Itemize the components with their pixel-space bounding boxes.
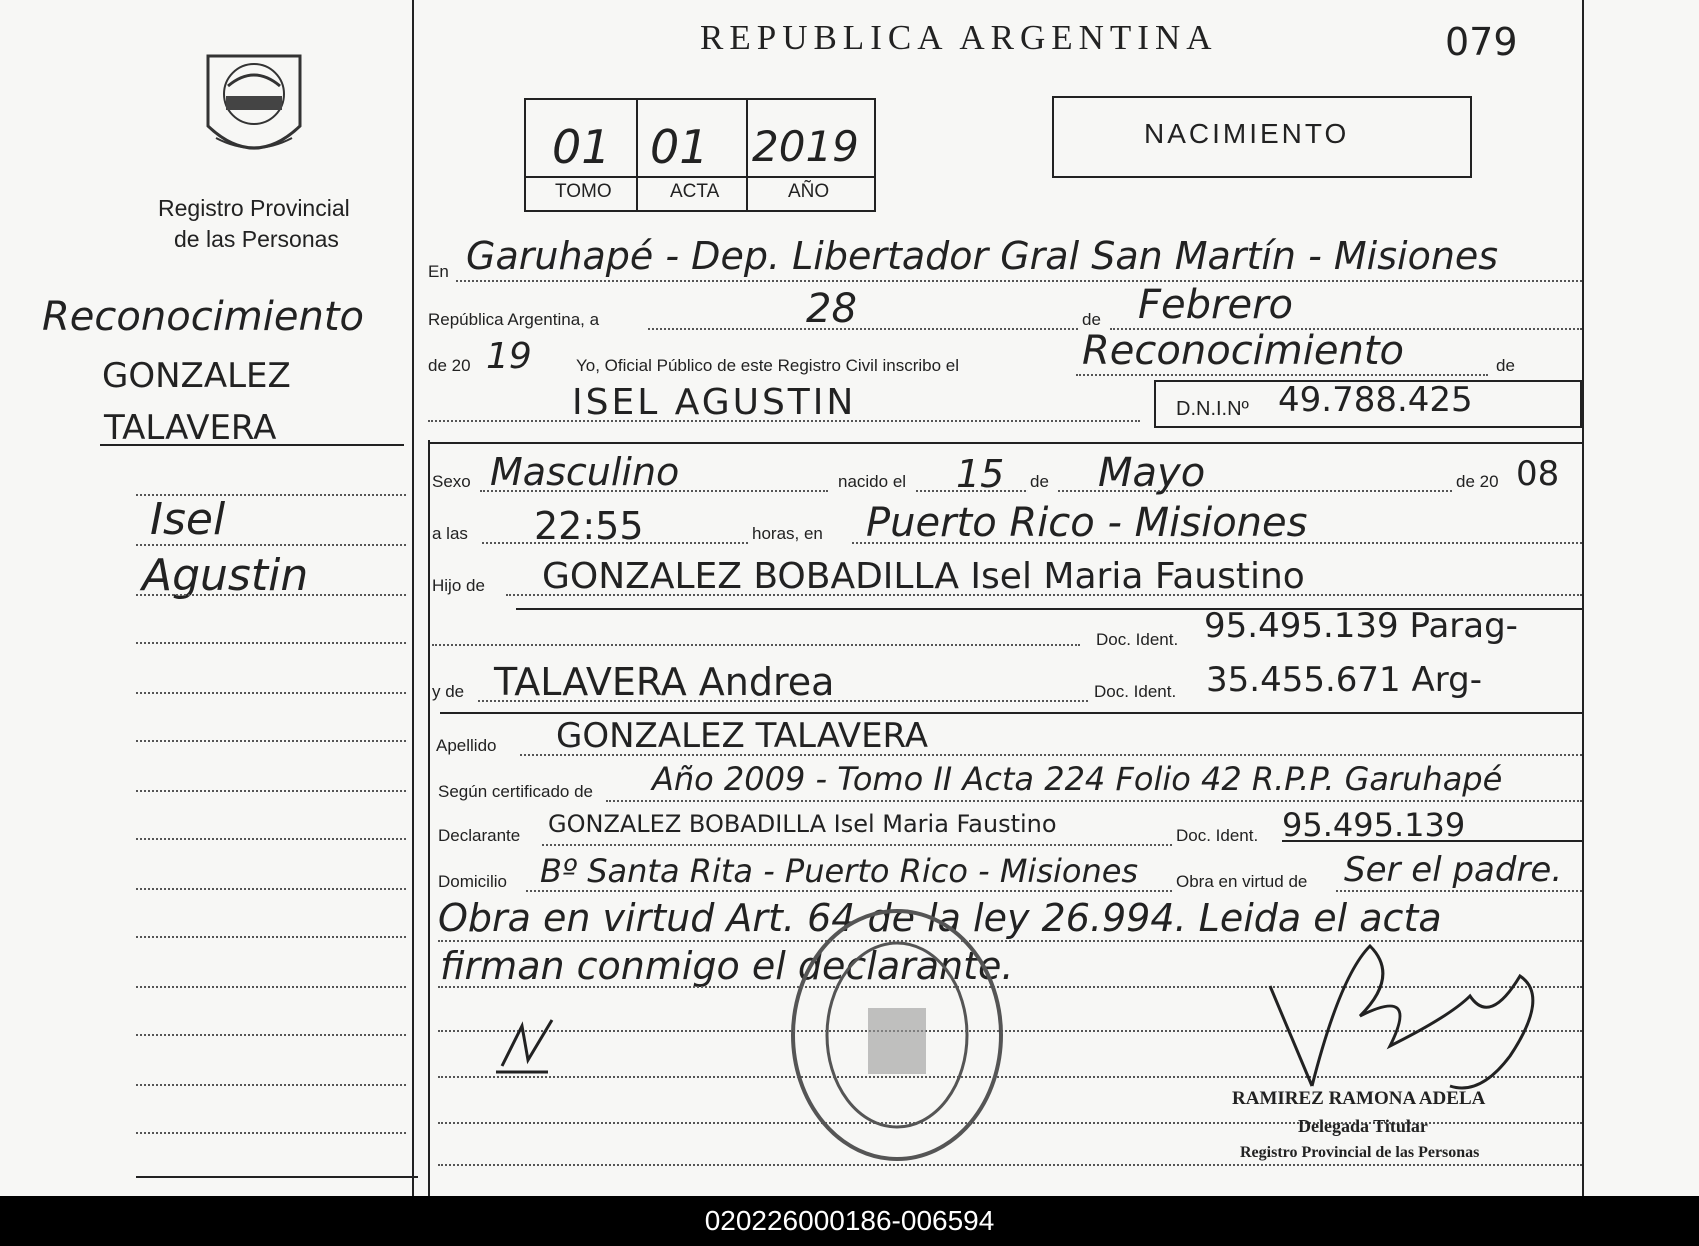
nac-dia-value: 15 [956,452,1005,496]
declarante-value: GONZALEZ BOBADILLA Isel Maria Faustino [548,810,1057,838]
declarant-signature-icon [492,1016,562,1076]
anio-label: AÑO [788,181,830,202]
declarante-doc-rule [1282,840,1582,842]
domicilio-value: Bº Santa Rita - Puerto Rico - Misiones [540,852,1139,890]
margin-name-line1: Isel [150,494,226,545]
label-padre-doc: Doc. Ident. [1096,630,1179,649]
label-nacido: nacido el [838,472,907,491]
right-border [1582,0,1584,1196]
madre-rule [440,712,1582,714]
margin-dotted-line [136,936,406,938]
margin-dotted-line [136,986,406,988]
madre-doc-value: 35.455.671 Arg- [1206,660,1482,700]
left-border [412,0,414,1196]
official-name: RAMIREZ RAMONA ADELA [1232,1088,1486,1109]
lugar-nac-value: Puerto Rico - Misiones [866,500,1308,546]
label-de-20: de 20 [428,356,471,375]
label-madre-doc: Doc. Ident. [1094,682,1177,701]
label-horas: horas, en [752,524,823,543]
padre-doc-left-line [432,644,1080,646]
margin-dotted-line [136,1084,406,1086]
margin-dotted-line [136,692,406,694]
official-office: Registro Provincial de las Personas [1240,1144,1480,1161]
margin-dotted-line [136,494,406,496]
label-de-acto: de [1496,356,1515,375]
label-declarante: Declarante [438,826,521,845]
nombre-value: ISEL AGUSTIN [572,382,857,423]
margin-dotted-line [136,1132,406,1134]
margin-note-line3: TALAVERA [104,408,277,448]
country-title: REPUBLICA ARGENTINA [700,18,1218,57]
document-id-footer: 020226000186-006594 [0,1196,1699,1246]
acto-value: Reconocimiento [1082,328,1404,374]
dia-value: 28 [806,286,857,332]
official-title: Delegada Titular [1298,1116,1428,1136]
padre-doc-value: 95.495.139 Parag- [1204,606,1518,646]
record-box-divider-1 [636,98,638,210]
margin-dotted-line [136,544,406,546]
acto-line [1076,374,1488,376]
declarante-doc-value: 95.495.139 [1282,806,1466,844]
margin-dotted-line [136,594,406,596]
certificado-line [606,800,1582,802]
margin-dotted-line [136,1034,406,1036]
label-oficial: Yo, Oficial Público de este Registro Civil inscribo el [576,356,959,375]
certificado-value: Año 2009 - Tomo II Acta 224 Folio 42 R.P.P. Garuhapé [652,760,1503,798]
margin-note-line1: Reconocimiento [42,294,364,340]
apellido-value: GONZALEZ TALAVERA [556,716,929,756]
section-rule [428,442,1582,444]
label-declarante-doc: Doc. Ident. [1176,826,1259,845]
tomo-value: 01 [552,120,611,174]
registry-name-line1: Registro Provincial [158,195,350,221]
margin-dotted-line [136,740,406,742]
nac-mes-value: Mayo [1098,450,1206,496]
acta-label: ACTA [670,181,720,202]
margin-note-line2: GONZALEZ [102,356,291,396]
label-en: En [428,262,449,281]
margin-note-rule [100,444,404,446]
registry-name-line2: de las Personas [174,226,339,252]
sexo-value: Masculino [490,450,680,494]
misiones-seal-icon [198,46,310,170]
label-obra: Obra en virtud de [1176,872,1308,891]
hora-value: 22:55 [534,504,644,548]
inner-left-border [428,440,430,1196]
nac-anio-value: 08 [1516,454,1560,494]
obra-line [1336,890,1582,892]
declarante-line [542,844,1172,846]
label-yde: y de [432,682,465,701]
lugar-line [456,280,1582,282]
blank-dotted-line [438,1164,1582,1166]
dni-value: 49.788.425 [1278,380,1473,420]
label-apellido: Apellido [436,736,497,755]
domicilio-line [526,890,1172,892]
label-de-nac-mes: de [1030,472,1049,491]
margin-name-line2: Agustin [142,550,309,601]
label-de-2008: de 20 [1456,472,1499,491]
dia-line [648,328,1078,330]
label-segun: Según certificado de [438,782,593,801]
margin-dotted-line [136,642,406,644]
page-number: 079 [1445,20,1518,64]
margin-dotted-line [136,790,406,792]
margin-dotted-line [136,838,406,840]
anio-value: 2019 [752,122,859,171]
label-hijo: Hijo de [432,576,485,595]
obra-value: Ser el padre. [1344,850,1563,890]
document-type-label: NACIMIENTO [1144,118,1350,149]
tomo-label: TOMO [555,181,612,202]
label-domicilio: Domicilio [438,872,507,891]
label-sexo: Sexo [432,472,471,491]
label-dni: D.N.I.Nº [1176,398,1249,420]
official-stamp-icon [786,904,1008,1166]
nota-line2: firman conmigo el declarante. [440,944,1014,988]
label-alas: a las [432,524,468,543]
record-box-label-rule [524,176,874,178]
nota-line1: Obra en virtud Art. 64 de la ley 26.994. Leida el acta [438,896,1442,940]
madre-value: TALAVERA Andrea [494,660,835,704]
acta-value: 01 [650,120,709,174]
padre-value: GONZALEZ BOBADILLA Isel Maria Faustino [542,556,1305,597]
label-de-mes: de [1082,310,1101,329]
mes-value: Febrero [1138,282,1293,328]
lugar-value: Garuhapé - Dep. Libertador Gral San Martín - Misiones [466,234,1499,278]
margin-dotted-line [136,888,406,890]
margin-bottom-rule [136,1176,418,1178]
anio-inscripcion-value: 19 [486,336,532,377]
label-republica: República Argentina, a [428,310,600,329]
record-box-divider-2 [746,98,748,210]
official-signature-icon [1250,936,1570,1106]
